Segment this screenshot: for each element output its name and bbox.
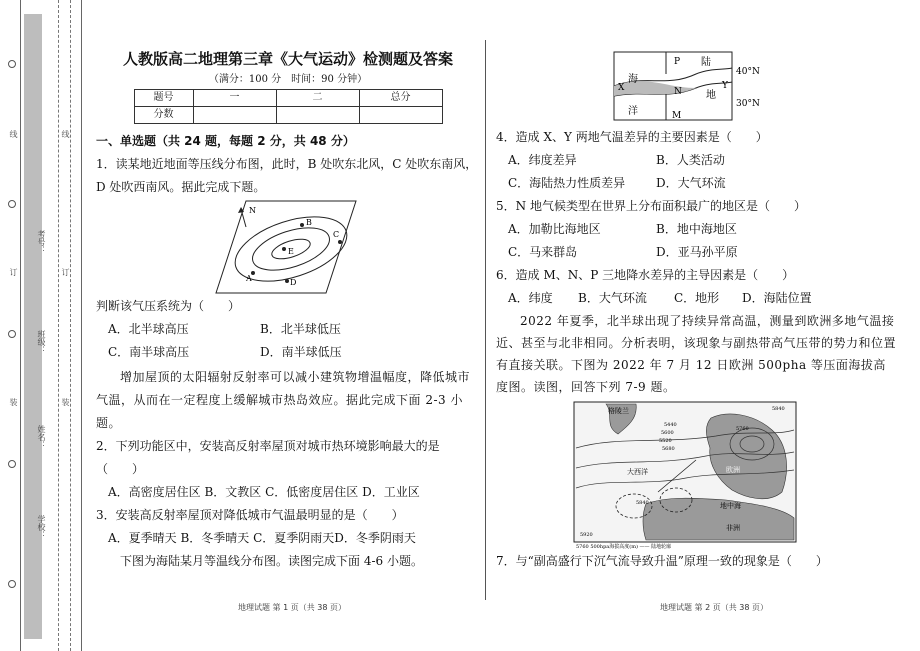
option[interactable]: C．海陆热力性质差异	[508, 176, 626, 190]
label-x: X	[618, 83, 625, 93]
score-row-label: 分数	[134, 107, 193, 124]
page2-footer: 地理试题 第 2 页（共 38 页）	[660, 603, 768, 612]
question-1-stem: 1．读某地近地面等压线分布图，此时，B 处吹东北风，C 处吹东南风，D 处吹西南风。据此完成下题。	[96, 157, 478, 194]
map-label-africa: 非洲	[726, 524, 740, 532]
question-6: 6．造成 M、N、P 三地降水差异的主导因素是（ ）	[496, 268, 795, 282]
label-p: P	[674, 57, 681, 67]
point-e	[282, 247, 286, 251]
map-label-greenland: 格陵兰	[608, 407, 629, 415]
point-b	[300, 223, 304, 227]
exam-title: 人教版高二地理第三章《大气运动》检测题及答案	[122, 50, 453, 68]
question-2: 2．下列功能区中，安装高反射率屋顶对城市热环境影响最大的是（ ）	[96, 439, 440, 476]
cut-line-inner	[58, 0, 59, 651]
lat-40: 40°N	[736, 67, 760, 77]
binding-hole	[8, 200, 16, 208]
passage-7-9: 2022 年夏季，北半球出现了持续异常高温，测量到欧洲多地气温接近、甚至与北非相同。分析表明，该现象与副热带高气压带的势力和位置有直接关联。下图为 2022 年 7 月 12 日欧洲 500pha 等压面海拔高度图。读图，回答下列 7-9 题。	[496, 314, 897, 394]
question-6-options	[496, 287, 896, 310]
label-n: N	[674, 87, 682, 97]
label-m: M	[672, 111, 682, 121]
point-d	[285, 279, 289, 283]
cut-line-outer	[70, 0, 71, 651]
option[interactable]: A．纬度	[508, 291, 553, 305]
question-1-options-row1	[96, 318, 480, 341]
option[interactable]: D．亚马孙平原	[656, 245, 738, 259]
section-heading: 一、单选题（共 24 题，每题 2 分，共 48 分）	[96, 134, 355, 148]
label-d: D	[290, 278, 297, 287]
cut-mark: 订	[9, 268, 18, 276]
option[interactable]: B．人类活动	[656, 153, 725, 167]
passage-4-6: 下图为海陆某月等温线分布图。读图完成下面 4-6 小题。	[120, 554, 423, 568]
contour-value: 5920	[580, 532, 593, 538]
binding-hole	[8, 330, 16, 338]
cut-mark: 线	[9, 130, 18, 138]
question-7: 7．与“副高盛行下沉气流导致升温”原理一致的现象是（ ）	[496, 554, 828, 568]
option[interactable]: C．地形	[674, 291, 720, 305]
field-exam-number: 考号：	[37, 230, 46, 254]
option[interactable]: A．纬度差异	[508, 153, 577, 167]
binding-hole	[8, 60, 16, 68]
score-header: 一	[193, 90, 276, 107]
isobar-figure	[96, 199, 480, 295]
lat-30: 30°N	[736, 99, 760, 109]
question-4: 4．造成 X、Y 两地气温差异的主要因素是（ ）	[496, 130, 768, 144]
question-1-options-row2	[96, 341, 480, 364]
option[interactable]: B．北半球低压	[260, 322, 341, 336]
cut-mark: 装	[61, 398, 70, 406]
pressure-map-figure	[496, 400, 896, 550]
cut-mark: 线	[61, 130, 70, 138]
option[interactable]: A．北半球高压	[108, 322, 189, 336]
pressure-map	[496, 400, 896, 550]
column-divider	[485, 40, 486, 600]
question-5-options-row1	[496, 218, 896, 241]
contour-value: 5600	[661, 430, 674, 436]
question-2-options[interactable]: A．高密度居住区 B．文教区 C．低密度居住区 D．工业区	[108, 485, 420, 499]
option[interactable]: D．海陆位置	[742, 291, 812, 305]
score-cell[interactable]	[276, 107, 359, 124]
option[interactable]: C．马来群岛	[508, 245, 578, 259]
binding-hole	[8, 580, 16, 588]
map-label-atlantic: 大西洋	[627, 468, 648, 476]
label-di: 地	[706, 90, 716, 101]
map-label-europe: 欧洲	[726, 466, 740, 474]
contour-value: 5760	[736, 426, 749, 432]
option[interactable]: C．南半球高压	[108, 345, 190, 359]
field-name: 姓名：	[37, 425, 46, 449]
binding-hole	[8, 460, 16, 468]
label-sea: 海	[628, 74, 638, 85]
exam-subtitle: （满分：100 分 时间：90 分钟）	[208, 74, 368, 85]
cut-mark: 装	[9, 398, 18, 406]
isotherm-diagram	[496, 44, 896, 126]
contour-value: 5840	[772, 406, 785, 412]
label-y: Y	[722, 81, 728, 91]
label-b: B	[306, 218, 312, 227]
score-cell[interactable]	[359, 107, 442, 124]
map-label-med: 地中海	[720, 502, 741, 510]
field-class: 班级：	[37, 330, 46, 354]
label-a: A	[246, 274, 252, 283]
question-1-sub: 判断该气压系统为（ ）	[96, 299, 241, 313]
score-cell[interactable]	[193, 107, 276, 124]
option[interactable]: A．加勒比海地区	[508, 222, 601, 236]
binding-gray-band	[24, 14, 42, 639]
question-4-options-row1	[496, 149, 896, 172]
label-e: E	[288, 247, 294, 256]
score-table	[134, 89, 443, 124]
contour-value: 5840	[636, 500, 649, 506]
field-school: 学校：	[37, 515, 46, 539]
question-4-options-row2	[496, 172, 896, 195]
cut-mark: 订	[61, 268, 70, 276]
question-5: 5．N 地气候类型在世界上分布面积最广的地区是（ ）	[496, 199, 806, 213]
map-legend: 5760 500hpa海拔高度(m) —— 陆地轮廓	[576, 544, 672, 550]
score-header: 题号	[134, 90, 193, 107]
binding-margin	[0, 0, 84, 651]
option[interactable]: D．南半球低压	[260, 345, 342, 359]
option[interactable]: D．大气环流	[656, 176, 726, 190]
isotherm-figure	[496, 44, 896, 126]
label-land: 陆	[701, 57, 711, 68]
option[interactable]: B．地中海地区	[656, 222, 737, 236]
question-3: 3．安装高反射率屋顶对降低城市气温最明显的是（ ）	[96, 508, 404, 522]
page2-column	[496, 44, 896, 573]
passage-2-3: 增加屋顶的太阳辐射反射率可以减小建筑物增温幅度，降低城市气温，从而在一定程度上缓解城市热岛效应。据此完成下面 2-3 小题。	[96, 370, 471, 430]
north-label: N	[249, 206, 256, 215]
label-ocean: 洋	[628, 106, 638, 117]
question-3-options[interactable]: A．夏季晴天 B．冬季晴天 C．夏季阴雨天D．冬季阴雨天	[108, 531, 416, 545]
sea-shading	[614, 81, 696, 96]
score-header: 二	[276, 90, 359, 107]
isobar-diagram	[96, 199, 480, 295]
contour-value: 5440	[664, 422, 677, 428]
contour-value: 5520	[659, 438, 672, 444]
question-5-options-row2	[496, 241, 896, 264]
label-c: C	[333, 230, 340, 239]
contour-value: 5680	[662, 446, 675, 452]
option[interactable]: B．大气环流	[578, 291, 647, 305]
point-c	[338, 240, 342, 244]
page1-footer: 地理试题 第 1 页（共 38 页）	[238, 603, 346, 612]
page1-column	[96, 48, 480, 573]
score-header: 总分	[359, 90, 442, 107]
